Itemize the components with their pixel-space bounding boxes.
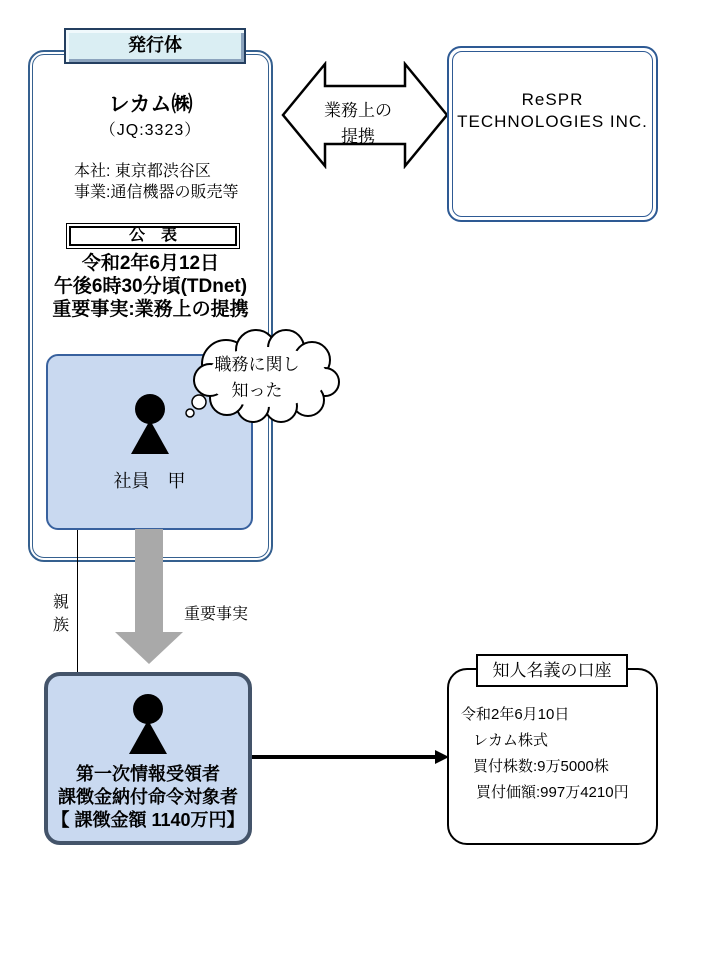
announcement-line-fact: 重要事実:業務上の提携 bbox=[52, 299, 249, 320]
account-line-date: 令和2年6月10日 bbox=[461, 706, 570, 723]
partner-name-line-2: TECHNOLOGIES INC. bbox=[457, 112, 648, 131]
account-line-shares: 買付株数:9万5000株 bbox=[473, 758, 609, 775]
issuer-business: 事業:通信機器の販売等 bbox=[74, 184, 239, 201]
recipient-line-1: 第一次情報受領者 bbox=[76, 764, 220, 784]
fact-arrow bbox=[115, 529, 183, 665]
partner-box bbox=[447, 46, 658, 222]
thought-line-2: 知った bbox=[231, 381, 283, 400]
issuer-tag: 発行体 bbox=[64, 28, 246, 64]
issuer-name: レカム㈱ bbox=[108, 93, 193, 116]
recipient-line-3: 【 課徴金額 1140万円】 bbox=[51, 810, 245, 830]
account-title-box: 知人名義の口座 bbox=[476, 654, 628, 687]
issuer-hq: 本社: 東京都渋谷区 bbox=[74, 163, 211, 180]
employee-label: 社員 甲 bbox=[113, 471, 186, 491]
purchase-arrow bbox=[252, 748, 450, 766]
announcement-lines bbox=[28, 252, 273, 321]
issuer-ticker: （JQ:3323） bbox=[99, 122, 202, 139]
recipient-labels bbox=[34, 763, 262, 832]
announcement-label-box: 公 表 bbox=[66, 223, 240, 249]
announcement-line-date: 令和2年6月12日 bbox=[81, 253, 220, 274]
kinship-line bbox=[77, 530, 78, 674]
announcement-line-time: 午後6時30分頃(TDnet) bbox=[53, 276, 248, 297]
account-line-stock: レカム株式 bbox=[473, 732, 549, 749]
person-icon bbox=[125, 694, 171, 756]
alliance-line-1: 業務上の bbox=[324, 101, 392, 120]
account-line-amount: 買付価額:997万4210円 bbox=[476, 784, 629, 801]
partner-name-line-1: ReSPR bbox=[521, 90, 584, 109]
person-icon bbox=[127, 394, 173, 456]
alliance-label bbox=[302, 98, 414, 150]
partner-box-inner-line bbox=[452, 51, 653, 217]
kinship-label: 親族 bbox=[53, 594, 70, 634]
thought-line-1: 職務に関し bbox=[214, 355, 300, 374]
thought-text bbox=[192, 352, 322, 404]
alliance-line-2: 提携 bbox=[341, 127, 375, 146]
recipient-line-2: 課徴金納付命令対象者 bbox=[58, 787, 238, 807]
fact-arrow-label: 重要事実 bbox=[184, 606, 249, 623]
